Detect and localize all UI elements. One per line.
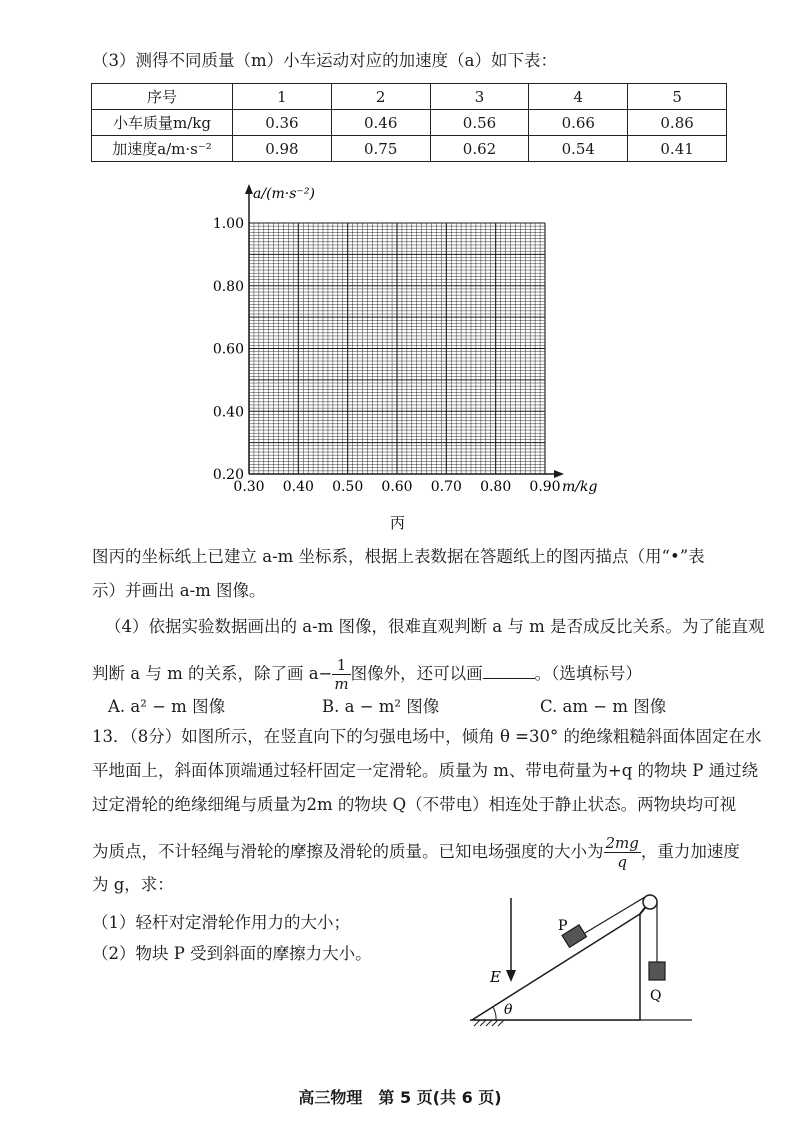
data-table — [91, 83, 727, 162]
q13-line-1: 13．（8分）如图所示，在竖直向下的匀强电场中，倾角 θ =30° 的绝缘粗糙斜面体固定在水 — [92, 727, 762, 746]
incline-figure — [460, 890, 700, 1030]
q4-line-2-text: 判断 a 与 m 的关系，除了画 a− — [92, 664, 333, 683]
table-cell: 0.41 — [628, 136, 727, 162]
incline-body — [472, 914, 640, 1020]
table-header-cell: 5 — [628, 84, 727, 110]
x-tick-label: 0.60 — [381, 479, 413, 495]
table-cell: 0.98 — [233, 136, 332, 162]
table-header-cell: 2 — [331, 84, 430, 110]
q4-line-2 — [92, 654, 642, 694]
table-header-row — [92, 84, 727, 110]
q13-line-5: 为 g，求： — [92, 875, 174, 894]
fraction-denominator: m — [334, 675, 349, 693]
sub-question-1: （1）轻杆对定滑轮作用力的大小； — [92, 913, 350, 932]
x-axis-arrow — [554, 470, 564, 478]
page-footer: 高三物理 第 5 页(共 6 页) — [298, 1088, 502, 1107]
fraction-numerator: 1 — [332, 656, 350, 675]
chart-caption: 丙 — [390, 514, 406, 532]
field-arrow-head — [506, 970, 516, 982]
table-cell: 0.75 — [331, 136, 430, 162]
theta-label: θ — [504, 1002, 513, 1018]
table-cell: 0.56 — [430, 110, 529, 136]
y-tick-label: 0.80 — [212, 278, 244, 295]
option-b: B. a − m² 图像 — [322, 697, 440, 716]
x-tick-label: 0.50 — [332, 479, 364, 495]
table-cell: 0.62 — [430, 136, 529, 162]
block-q-label: Q — [650, 988, 662, 1004]
table-cell: 0.46 — [331, 110, 430, 136]
x-tick-label: 0.30 — [233, 479, 265, 495]
field-strength-fraction — [604, 834, 641, 871]
q13-line-4-text: 为质点，不计轻绳与滑轮的摩擦及滑轮的质量。已知电场强度的大小为 — [92, 842, 604, 861]
field-label: E — [490, 968, 501, 986]
table-cell: 0.86 — [628, 110, 727, 136]
table-row-label: 加速度a/m·s⁻² — [92, 136, 233, 162]
block-p-label: P — [558, 918, 568, 934]
a-m-grid-chart — [205, 180, 625, 535]
table-row-label: 小车质量m/kg — [92, 110, 233, 136]
y-tick-label: 1.00 — [212, 216, 244, 232]
table-header-cell: 序号 — [92, 84, 233, 110]
table-header-cell: 3 — [430, 84, 529, 110]
q4-line-1: （4）依据实验数据画出的 a-m 图像，很难直观判断 a 与 m 是否成反比关系。为了能直观 — [105, 617, 765, 636]
y-axis-arrow — [245, 184, 253, 194]
table-cell: 0.54 — [529, 136, 628, 162]
field-denominator: q — [617, 853, 627, 871]
fraction-one-over-m — [332, 656, 350, 693]
y-tick-label: 0.60 — [212, 341, 244, 358]
answer-blank — [483, 660, 535, 679]
option-c: C. am − m 图像 — [540, 697, 667, 716]
option-a: A. a² − m 图像 — [108, 697, 226, 716]
field-numerator: 2mg — [605, 834, 639, 852]
q4-line-2-text-b: 图像外，还可以画 — [350, 664, 483, 683]
chart-axes — [245, 184, 564, 478]
sub-question-2: （2）物块 P 受到斜面的摩擦力大小。 — [92, 944, 372, 963]
x-tick-label: 0.70 — [430, 479, 462, 495]
instruction-line-2: 示）并画出 a-m 图像。 — [92, 581, 266, 600]
table-row-acceleration — [92, 136, 727, 162]
ground-hatch — [474, 1020, 504, 1026]
q13-line-2: 平地面上，斜面体顶端通过轻杆固定一定滑轮。质量为 m、带电荷量为+q 的物块 P 通过绕 — [92, 761, 759, 780]
y-axis-label: a/(m·s⁻²) — [253, 186, 315, 202]
x-tick-label: 0.90 — [529, 479, 561, 495]
y-tick-label: 0.40 — [212, 404, 244, 421]
instruction-line-1: 图丙的坐标纸上已建立 a-m 坐标系，根据上表数据在答题纸上的图丙描点（用“•”表 — [92, 547, 705, 566]
x-tick-label: 0.40 — [282, 479, 314, 495]
pulley — [643, 895, 657, 909]
table-cell: 0.66 — [529, 110, 628, 136]
table-header-cell: 1 — [233, 84, 332, 110]
q13-line-4 — [92, 832, 740, 872]
table-cell: 0.36 — [233, 110, 332, 136]
q13-line-3: 过定滑轮的绝缘细绳与质量为2m 的物块 Q（不带电）相连处于静止状态。两物块均可视 — [92, 795, 737, 814]
q4-line-2-end: 。（选填标号） — [534, 664, 642, 683]
chart-ticks — [213, 216, 561, 495]
x-tick-label: 0.80 — [480, 479, 512, 495]
table-header-cell: 4 — [529, 84, 628, 110]
q13-line-4-text-b: ，重力加速度 — [640, 842, 740, 861]
x-axis-label: m/kg — [562, 479, 598, 495]
y-tick-label: 0.20 — [212, 467, 244, 483]
q3-intro: （3）测得不同质量（m）小车运动对应的加速度（a）如下表： — [92, 51, 557, 70]
block-q — [649, 962, 665, 980]
table-row-mass — [92, 110, 727, 136]
